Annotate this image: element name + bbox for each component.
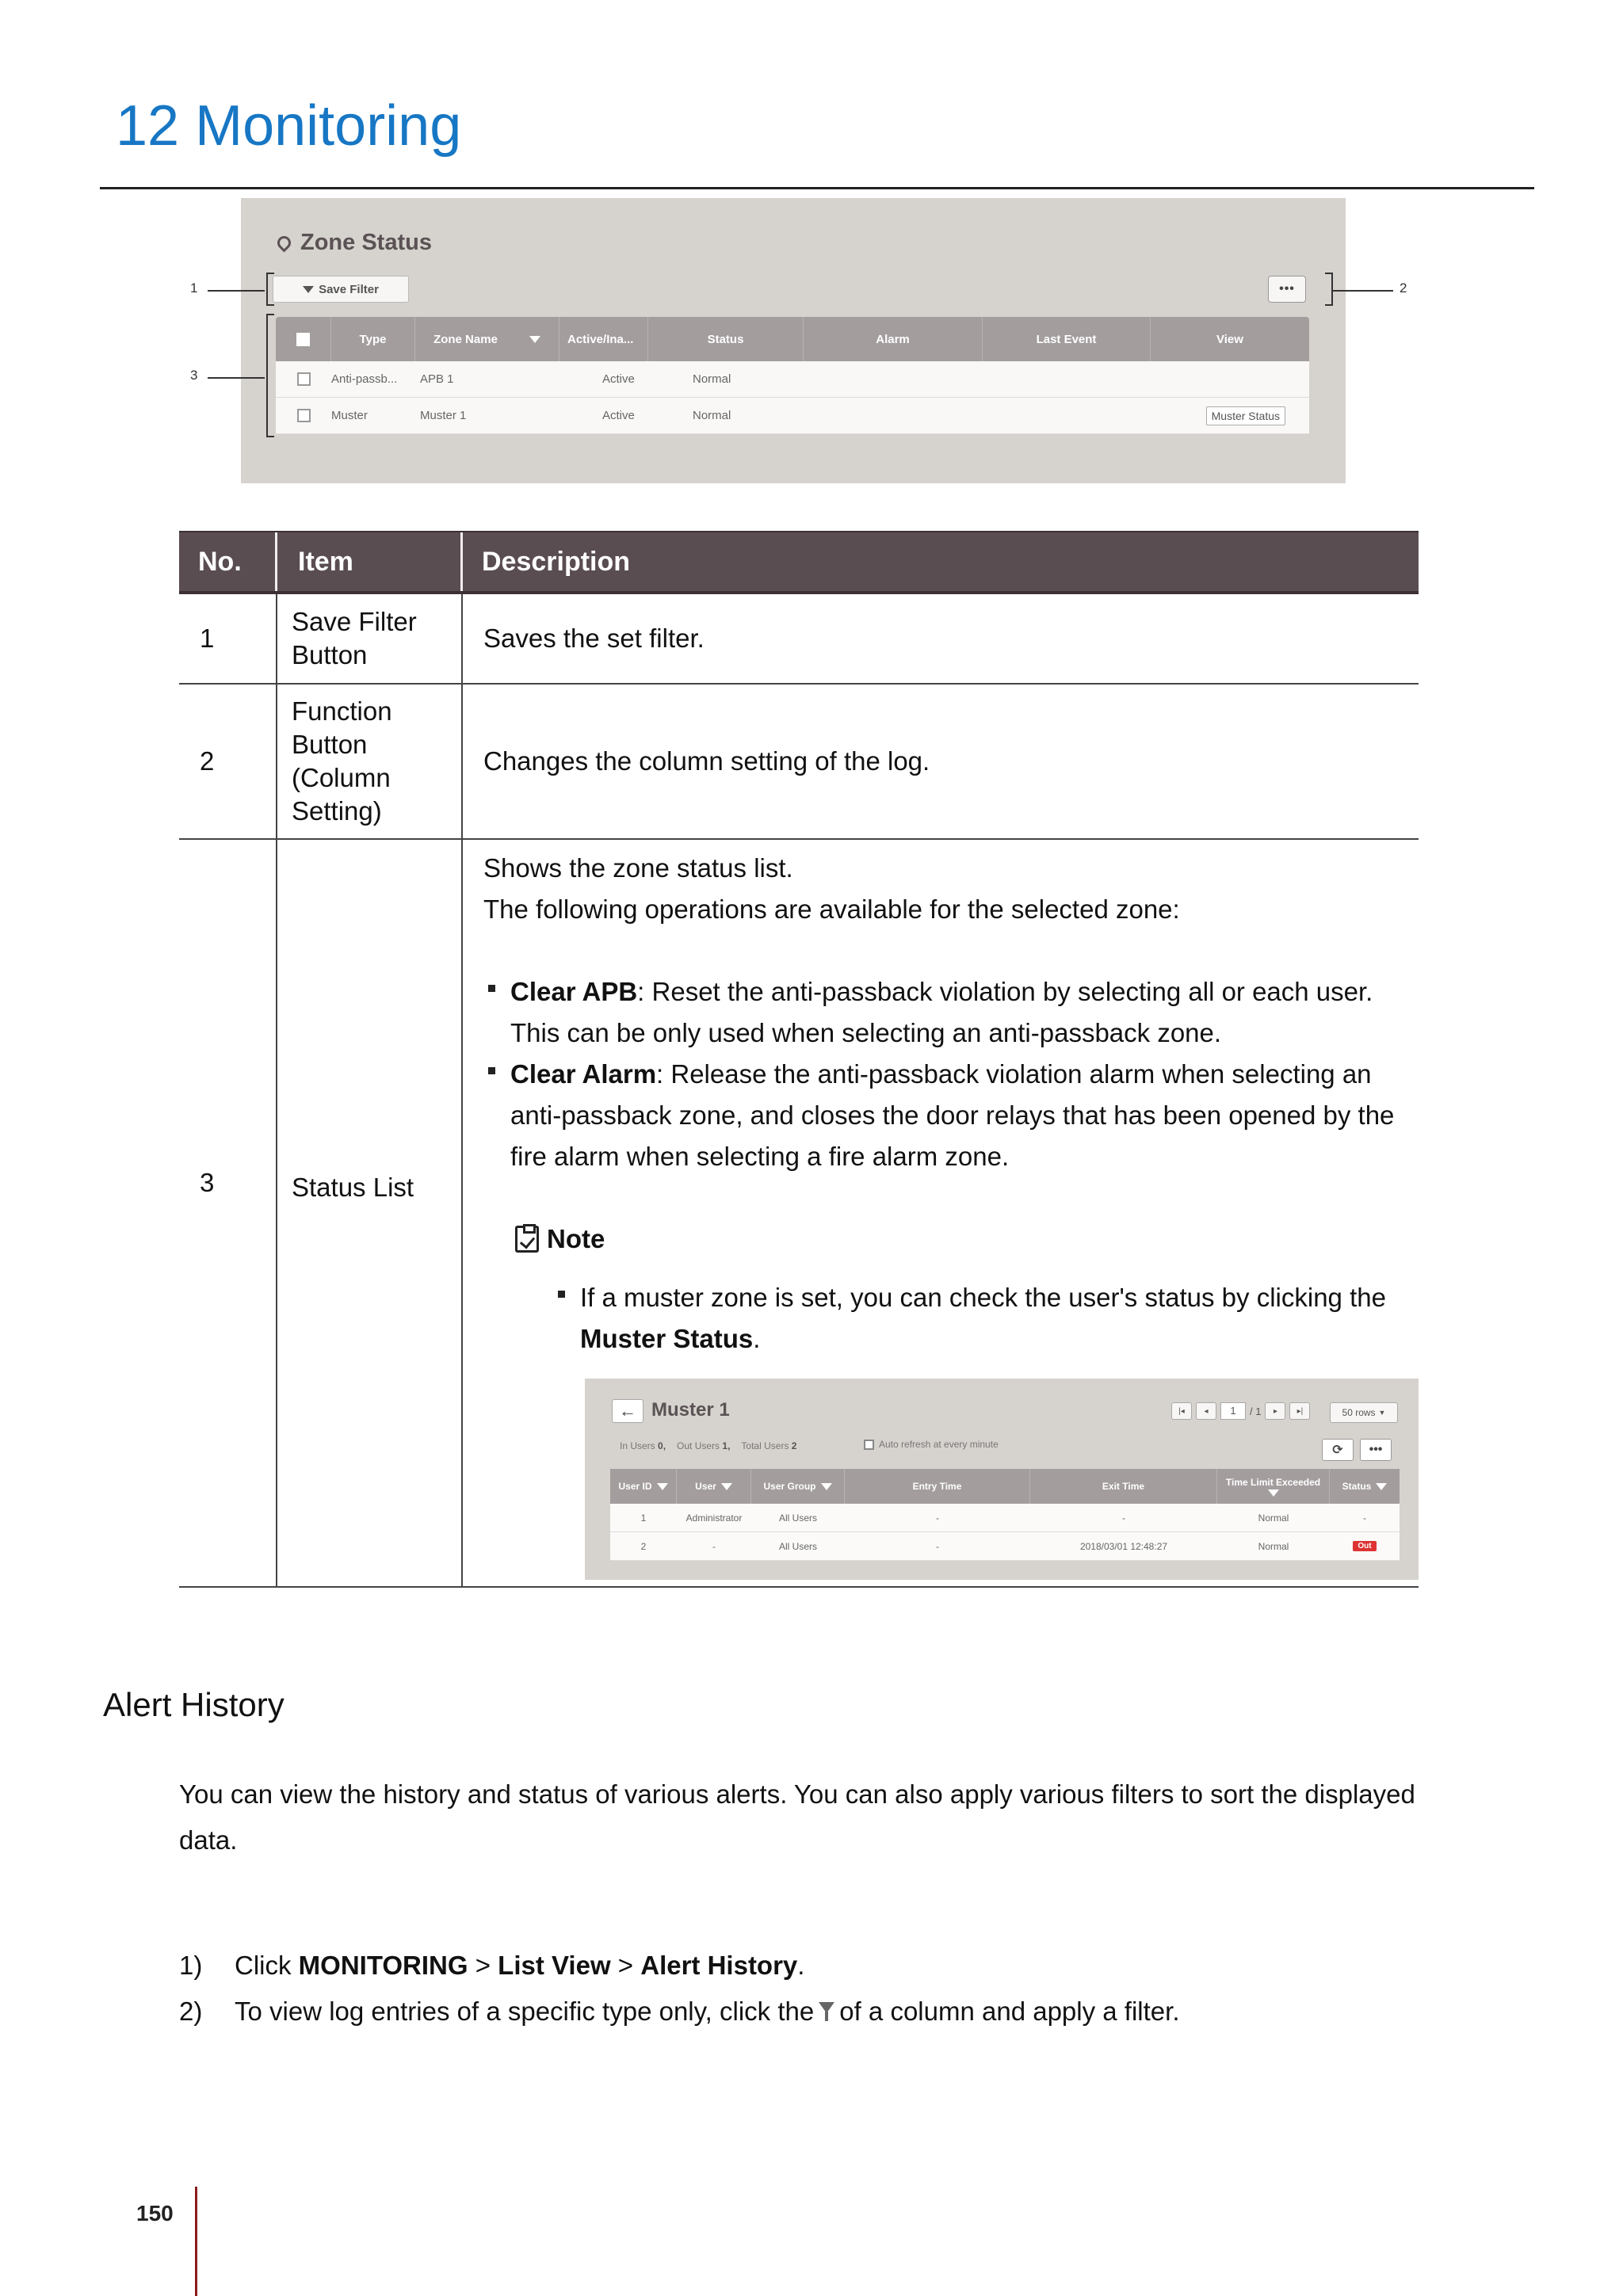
- bullet-clear-apb: [483, 971, 1403, 1054]
- status-list-intro-2: The following operations are available for the selected zone:: [483, 894, 1180, 924]
- separator: >: [468, 1951, 498, 1980]
- chevron-down-icon: ▼: [1378, 1409, 1386, 1417]
- note-label: Note: [547, 1224, 605, 1253]
- row-number: 1: [200, 624, 215, 653]
- row-checkbox-cell: [276, 398, 331, 433]
- spacer: [483, 1177, 1403, 1219]
- col-view[interactable]: View: [1216, 332, 1243, 346]
- select-all-cell: [276, 317, 331, 361]
- step-text: Click: [235, 1951, 299, 1980]
- next-page-icon[interactable]: ▸: [1265, 1402, 1285, 1420]
- menu-alert-history: Alert History: [640, 1951, 798, 1980]
- cell-user-id: 1: [640, 1512, 647, 1524]
- step-text: To view log entries of a specific type only, click the: [235, 1997, 815, 2026]
- row-number: 2: [200, 746, 215, 776]
- bullet-text: : Release the anti-passback violation alarm when selecting an anti-passback zone, and closes the door relays that has been opened by the fire alarm when selecting a fire alarm zone.: [510, 1059, 1395, 1171]
- callout-line-3: [208, 377, 265, 379]
- col-status[interactable]: [1330, 1469, 1400, 1504]
- out-users-value: 1,: [722, 1440, 731, 1451]
- pager: [1171, 1402, 1310, 1420]
- page-bar: [195, 2187, 197, 2296]
- page-input[interactable]: 1: [1220, 1402, 1246, 1420]
- bullet-clear-alarm: [483, 1054, 1403, 1177]
- header-no: No.: [179, 532, 277, 591]
- note-text: If a muster zone is set, you can check the user's status by clicking the: [580, 1283, 1386, 1312]
- row-number: 3: [200, 1168, 215, 1197]
- out-users-label: Out Users: [677, 1440, 720, 1451]
- filter-icon[interactable]: [1268, 1489, 1279, 1497]
- cell-time-limit: Normal: [1258, 1540, 1289, 1552]
- in-users: [620, 1440, 666, 1451]
- spacer: [483, 930, 1403, 971]
- save-filter-label: Save Filter: [319, 282, 379, 296]
- muster-title: Muster 1: [651, 1399, 730, 1421]
- col-entry-time[interactable]: Entry Time: [845, 1469, 1030, 1504]
- muster-screenshot: [585, 1379, 1419, 1580]
- callout-bracket-2: [1325, 273, 1333, 306]
- intro-paragraph: You can view the history and status of various alerts. You can also apply various filters to sort the displayed data.: [179, 1779, 1415, 1855]
- in-users-label: In Users: [620, 1440, 655, 1451]
- callout-number-3: 3: [190, 368, 198, 383]
- col-last-event[interactable]: Last Event: [983, 317, 1151, 361]
- col-status[interactable]: Status: [648, 317, 804, 361]
- cell-exit-time: -: [1122, 1512, 1125, 1524]
- section-title: Alert History: [103, 1686, 285, 1723]
- cell-type: Muster: [331, 409, 368, 422]
- function-button[interactable]: •••: [1268, 276, 1306, 303]
- col-alarm[interactable]: Alarm: [804, 317, 983, 361]
- bullet-term: Clear Alarm: [510, 1059, 657, 1089]
- step-2: [179, 1997, 1180, 2027]
- select-all-checkbox[interactable]: [296, 333, 310, 346]
- cell-entry-time: -: [936, 1512, 939, 1524]
- cell-zone-name: Muster 1: [420, 409, 467, 422]
- cell-user-group: All Users: [778, 1540, 817, 1552]
- row-item: Save Filter Button: [292, 607, 417, 669]
- muster-toolbar: [1322, 1439, 1392, 1461]
- col-active[interactable]: Active/Ina...: [559, 317, 648, 361]
- filter-icon[interactable]: [821, 1483, 832, 1490]
- header-item: Item: [277, 532, 463, 591]
- last-page-icon[interactable]: ▸|: [1289, 1402, 1310, 1420]
- step-number: 1): [179, 1951, 203, 1980]
- col-user[interactable]: [677, 1469, 751, 1504]
- auto-refresh[interactable]: [864, 1439, 999, 1450]
- col-label: User ID: [618, 1481, 652, 1492]
- table-header-row: [179, 531, 1419, 594]
- col-time-limit[interactable]: [1217, 1469, 1330, 1504]
- auto-refresh-label: Auto refresh at every minute: [879, 1439, 999, 1450]
- more-options-icon[interactable]: •••: [1360, 1439, 1392, 1461]
- bullet-term: Clear APB: [510, 977, 638, 1006]
- cell-exit-time: 2018/03/01 12:48:27: [1079, 1540, 1168, 1552]
- in-users-value: 0,: [658, 1440, 666, 1451]
- prev-page-icon[interactable]: ◂: [1196, 1402, 1216, 1420]
- cell-user-id: 2: [640, 1540, 647, 1552]
- row-checkbox[interactable]: [297, 409, 311, 422]
- muster-header-row: [610, 1469, 1400, 1504]
- callout-bracket-3: [266, 314, 274, 437]
- filter-icon[interactable]: [657, 1483, 668, 1490]
- table-row[interactable]: [276, 361, 1309, 398]
- location-pin-icon: [274, 233, 293, 252]
- menu-list-view: List View: [498, 1951, 611, 1980]
- menu-monitoring: MONITORING: [298, 1951, 468, 1980]
- filter-icon[interactable]: [529, 336, 540, 343]
- row-description: Saves the set filter.: [483, 624, 705, 653]
- cell-user: -: [712, 1540, 716, 1552]
- row-checkbox-cell: [276, 361, 331, 397]
- col-type[interactable]: Type: [331, 317, 415, 361]
- col-user-group[interactable]: [751, 1469, 845, 1504]
- rows-per-page-select[interactable]: [1330, 1402, 1398, 1423]
- cell-active: Active: [602, 409, 635, 422]
- header-description: Description: [482, 546, 631, 577]
- callout-line-1: [208, 290, 265, 292]
- cell-status: Normal: [693, 372, 731, 386]
- filter-icon: [819, 2002, 834, 2021]
- table-row: [179, 594, 1419, 685]
- col-label: User Group: [763, 1481, 816, 1492]
- cell-status: Normal: [693, 409, 731, 422]
- table-row[interactable]: [610, 1504, 1400, 1532]
- cell-entry-time: -: [936, 1540, 939, 1552]
- back-arrow-icon[interactable]: ←: [612, 1399, 643, 1423]
- status-badge: Out: [1353, 1541, 1376, 1551]
- bullet-text: : Reset the anti-passback violation by selecting all or each user. This can be only used when selecting an anti-passback zone.: [510, 977, 1373, 1047]
- cell-time-limit: Normal: [1258, 1512, 1289, 1524]
- zone-status-title: [277, 230, 432, 256]
- cell-status: -: [1363, 1512, 1366, 1524]
- page-number: 150: [136, 2201, 174, 2225]
- muster-table: [610, 1469, 1400, 1561]
- callout-bracket-1: [266, 273, 274, 306]
- note-term: Muster Status: [580, 1324, 754, 1353]
- muster-status-button[interactable]: Muster Status: [1206, 406, 1285, 425]
- page-total: / 1: [1250, 1405, 1262, 1417]
- refresh-icon[interactable]: ⟳: [1322, 1439, 1354, 1461]
- row-item: Status List: [292, 1173, 414, 1202]
- clipboard-check-icon: [515, 1226, 539, 1253]
- cell-type: Anti-passb...: [331, 372, 398, 386]
- chapter-title: 12 Monitoring: [116, 94, 462, 158]
- row-checkbox[interactable]: [297, 372, 311, 386]
- step-suffix: .: [797, 1951, 805, 1980]
- step-1: [179, 1951, 804, 1981]
- callout-number-1: 1: [190, 280, 198, 296]
- filter-icon[interactable]: [1376, 1483, 1387, 1490]
- note-heading: [483, 1219, 1403, 1260]
- filter-icon: [303, 286, 314, 293]
- total-users: [741, 1440, 796, 1451]
- cell-status: [1330, 1532, 1400, 1560]
- table-row: [179, 685, 1419, 840]
- callout-number-2: 2: [1400, 280, 1407, 296]
- zone-status-table: [276, 317, 1309, 434]
- filter-icon[interactable]: [721, 1483, 732, 1490]
- col-zone-name-label: Zone Name: [433, 332, 498, 346]
- step-number: 2): [179, 1997, 203, 2026]
- table-row[interactable]: [276, 398, 1309, 434]
- first-page-icon[interactable]: |◂: [1171, 1402, 1192, 1420]
- out-users: [677, 1440, 730, 1451]
- note-text-end: .: [753, 1324, 761, 1353]
- callout-line-2: [1333, 290, 1393, 292]
- separator: >: [610, 1951, 641, 1980]
- auto-refresh-checkbox[interactable]: [864, 1440, 874, 1450]
- col-exit-time[interactable]: Exit Time: [1030, 1469, 1217, 1504]
- cell-active: Active: [602, 372, 635, 386]
- col-label: Time Limit Exceeded: [1225, 1476, 1321, 1488]
- status-list-intro-1: Shows the zone status list.: [483, 853, 793, 883]
- spacer: [483, 1260, 1403, 1277]
- row-description: Changes the column setting of the log.: [483, 746, 930, 776]
- col-zone-name[interactable]: [415, 317, 559, 361]
- col-label: User: [695, 1481, 716, 1492]
- col-user-id[interactable]: [610, 1469, 677, 1504]
- total-users-value: 2: [791, 1440, 797, 1451]
- cell-user-group: All Users: [778, 1512, 817, 1524]
- muster-stats: [620, 1440, 796, 1451]
- row-item: Function Button (Column Setting): [292, 696, 392, 826]
- cell-user: Administrator: [685, 1512, 743, 1524]
- zone-status-title-text: Zone Status: [300, 230, 432, 255]
- save-filter-button[interactable]: [273, 276, 409, 303]
- note-bullet: [553, 1277, 1403, 1360]
- zone-status-screenshot: [241, 198, 1346, 483]
- table-row[interactable]: [610, 1532, 1400, 1561]
- cell-zone-name: APB 1: [420, 372, 454, 386]
- total-users-label: Total Users: [741, 1440, 789, 1451]
- rows-per-page-value: 50 rows: [1342, 1407, 1376, 1418]
- col-label: Status: [1342, 1481, 1372, 1492]
- zone-status-header-row: [276, 317, 1309, 361]
- step-text-end: of a column and apply a filter.: [839, 1997, 1180, 2026]
- title-rule: [100, 187, 1534, 189]
- cell-view: [851, 398, 1293, 433]
